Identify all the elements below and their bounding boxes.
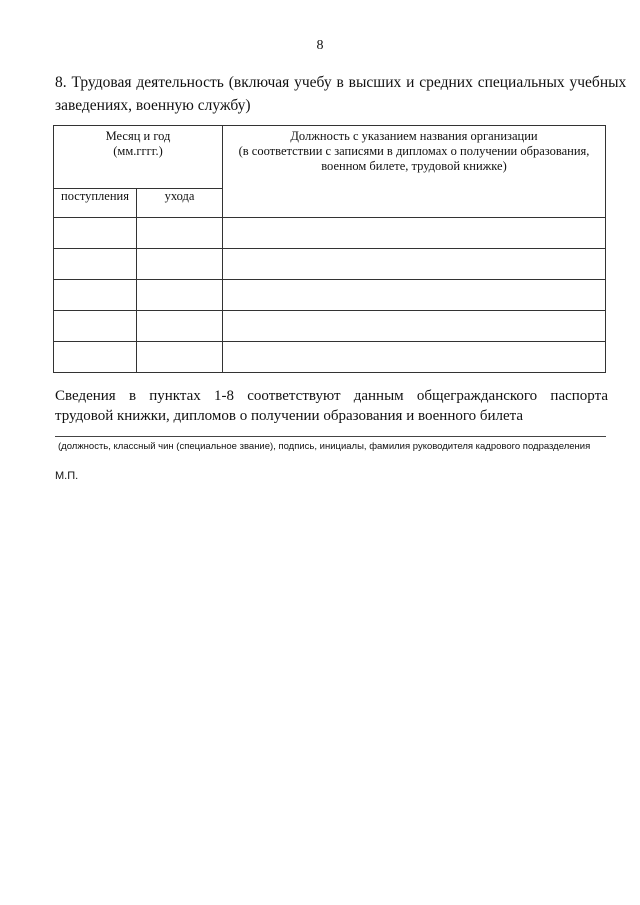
position-header-line2: (в соответствии с записями в дипломах о получении образования, [238, 144, 590, 158]
start-cell[interactable] [54, 218, 137, 249]
position-cell[interactable] [223, 311, 606, 342]
end-cell[interactable] [137, 311, 223, 342]
stamp-label: М.П. [55, 470, 79, 482]
table-row [54, 280, 606, 311]
start-cell[interactable] [54, 311, 137, 342]
end-cell[interactable] [137, 280, 223, 311]
position-header-line1: Должность с указанием названия организации [290, 129, 538, 143]
date-header-label: Месяц и год [105, 129, 171, 143]
position-cell[interactable] [223, 280, 606, 311]
position-column-header [223, 126, 606, 218]
end-cell[interactable] [137, 218, 223, 249]
page-number: 8 [316, 38, 324, 53]
table-row [54, 342, 606, 373]
section-title-line2: заведениях, военную службу) [55, 97, 251, 114]
date-column-header [54, 126, 223, 189]
table-row [54, 249, 606, 280]
date-format-label: (мм.гггг.) [113, 144, 163, 158]
start-subheader: поступления [54, 189, 137, 218]
table-row [54, 218, 606, 249]
position-cell[interactable] [223, 342, 606, 373]
statement-line1: Сведения в пунктах 1-8 соответствуют данным общегражданского паспорта [55, 388, 608, 404]
position-cell[interactable] [223, 218, 606, 249]
section-title-line1: 8. Трудовая деятельность (включая учебу в высших и средних специальных учебных [55, 74, 627, 91]
position-cell[interactable] [223, 249, 606, 280]
start-cell[interactable] [54, 280, 137, 311]
start-cell[interactable] [54, 342, 137, 373]
end-subheader: ухода [137, 189, 223, 218]
signature-caption: (должность, классный чин (специальное звание), подпись, инициалы, фамилия руководителя кадрового подразделения [58, 441, 591, 452]
end-cell[interactable] [137, 342, 223, 373]
end-cell[interactable] [137, 249, 223, 280]
start-cell[interactable] [54, 249, 137, 280]
statement-line2: трудовой книжки, дипломов о получении образования и военного билета [55, 408, 524, 424]
table-row [54, 311, 606, 342]
signature-line[interactable] [55, 436, 606, 437]
employment-table [53, 125, 606, 373]
position-header-line3: военном билете, трудовой книжке) [321, 159, 507, 173]
